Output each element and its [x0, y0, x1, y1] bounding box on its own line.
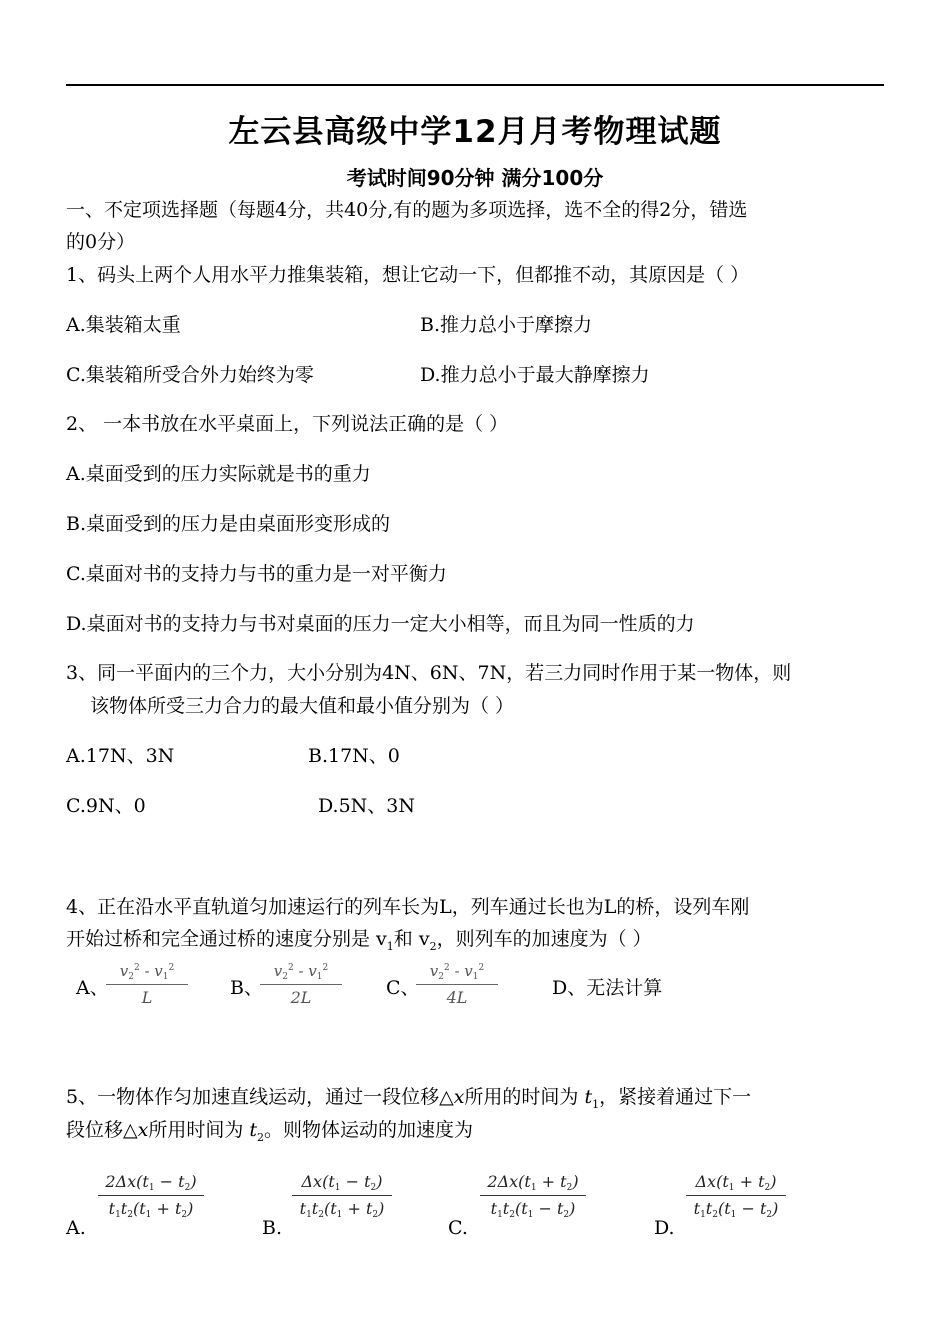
q1-stem: 1、码头上两个人用水平力推集装箱，想让它动一下，但都推不动，其原因是（ ）	[66, 264, 750, 286]
q5-stem-line2: 段位移△x所用时间为 $t_2$。则物体运动的加速度为	[66, 1119, 474, 1144]
q1-option-a: A.集装箱太重	[66, 314, 181, 336]
q4-option-a-label: A、	[76, 977, 109, 999]
q2-stem: 2、 一本书放在水平桌面上，下列说法正确的是（ ）	[66, 413, 509, 435]
q3-option-a: A.17N、3N	[66, 745, 175, 767]
q2-option-a: A.桌面受到的压力实际就是书的重力	[66, 463, 371, 485]
q5-option-a-formula: $\frac{2\Delta x(t_1 - t_2)}{t_1t_2(t_1 + t_2)}$	[98, 1172, 204, 1220]
q5-stem-line1: 5、一物体作匀加速直线运动，通过一段位移△x所用的时间为 $t_1$，紧接着通过下一	[66, 1086, 752, 1111]
q3-option-c: C.9N、0	[66, 795, 146, 817]
exam-subtitle: 考试时间90分钟 满分100分	[346, 166, 604, 190]
q4-option-c-label: C、	[386, 977, 420, 999]
q5-option-d-label: D.	[654, 1217, 675, 1239]
q4-stem-line1: 4、正在沿水平直轨道匀加速运行的列车长为L，列车通过长也为L的桥，设列车刚	[66, 896, 750, 918]
q3-option-b: B.17N、0	[308, 745, 400, 767]
q4-stem-line2: 开始过桥和完全通过桥的速度分别是 $v_1$和 $v_2$，则列车的加速度为（ ）	[66, 928, 652, 953]
q4-option-b-formula: $\frac{v_2^2 - v_1^2}{2L}$	[260, 962, 342, 1007]
q2-option-d: D.桌面对书的支持力与书对桌面的压力一定大小相等，而且为同一性质的力	[66, 613, 695, 635]
q5-option-a-label: A.	[66, 1217, 86, 1239]
q3-stem-line1: 3、同一平面内的三个力，大小分别为4N、6N、7N，若三力同时作用于某一物体，则	[66, 662, 792, 684]
q1-option-c: C.集装箱所受合外力始终为零	[66, 364, 314, 386]
q3-option-d: D.5N、3N	[318, 795, 416, 817]
q5-option-c-formula: $\frac{2\Delta x(t_1 + t_2)}{t_1t_2(t_1 - t_2)}$	[480, 1172, 586, 1220]
q1-option-b: B.推力总小于摩擦力	[420, 314, 593, 336]
q4-option-b-label: B、	[230, 977, 263, 999]
q4-option-a-formula: $\frac{v_2^2 - v_1^2}{L}$	[106, 962, 188, 1007]
q4-option-c-formula: $\frac{v_2^2 - v_1^2}{4L}$	[416, 962, 498, 1007]
section-heading-line2: 的0分）	[66, 231, 136, 253]
q1-option-d: D.推力总小于最大静摩擦力	[420, 364, 650, 386]
section-heading-line1: 一、不定项选择题（每题4分，共40分,有的题为多项选择，选不全的得2分，错选	[66, 199, 748, 221]
exam-title: 左云县高级中学12月月考物理试题	[228, 114, 722, 150]
q2-option-b: B.桌面受到的压力是由桌面形变形成的	[66, 513, 391, 535]
q5-option-b-formula: $\frac{\Delta x(t_1 - t_2)}{t_1t_2(t_1 + t_2)}$	[292, 1172, 392, 1220]
q5-option-c-label: C.	[448, 1217, 468, 1239]
top-rule	[66, 84, 884, 86]
q5-option-d-formula: $\frac{\Delta x(t_1 + t_2)}{t_1t_2(t_1 - t_2)}$	[686, 1172, 786, 1220]
q3-stem-line2: 该物体所受三力合力的最大值和最小值分别为（ ）	[90, 695, 515, 717]
q5-option-b-label: B.	[262, 1217, 283, 1239]
q2-option-c: C.桌面对书的支持力与书的重力是一对平衡力	[66, 563, 447, 585]
q4-option-d: D、无法计算	[552, 977, 663, 999]
